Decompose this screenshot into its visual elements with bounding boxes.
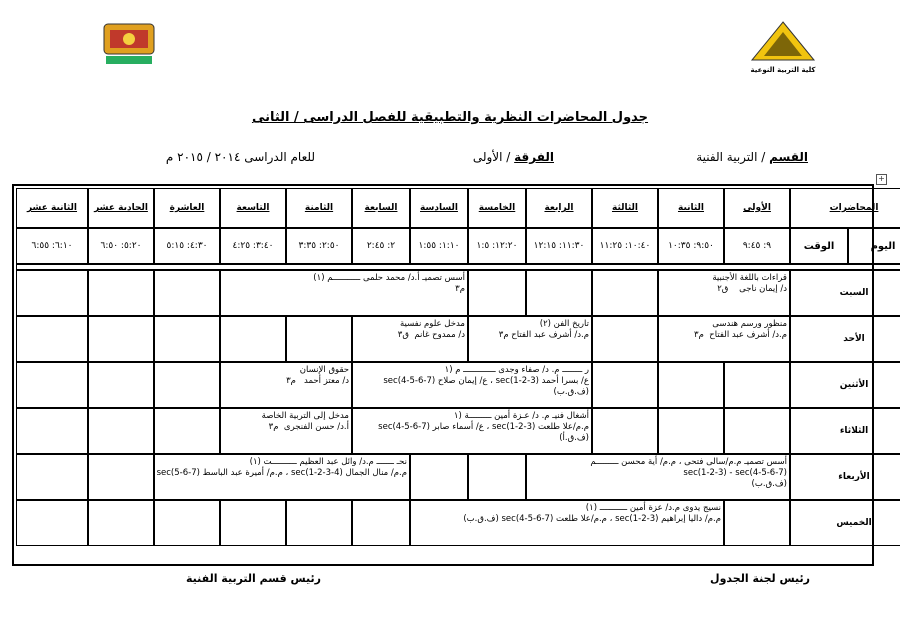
table-move-handle-icon[interactable]: + [876,174,887,185]
day-thursday: الخميس [790,500,900,546]
empty-cell [16,408,88,454]
empty-cell [88,500,154,546]
day-sunday: الأحد [790,316,900,362]
period-header: الثانية [658,188,724,228]
time-slot: ١٢:٢٠: ١:٥ [468,228,526,264]
empty-cell [468,270,526,316]
empty-cell [16,362,88,408]
time-slot: ١١:٣٠: ١٢:١٥ [526,228,592,264]
time-slot: ٩:٥٠: ١٠:٣٥ [658,228,724,264]
academic-year: للعام الدراسى ٢٠١٤ / ٢٠١٥ م [165,150,315,164]
department-info: القسم / التربية الفنية [696,150,808,164]
empty-cell [468,454,526,500]
empty-cell [154,316,220,362]
faculty-logo-right [748,20,818,76]
period-header: الرابعة [526,188,592,228]
empty-cell [154,500,220,546]
empty-cell [220,500,286,546]
time-slot: ١:١٠: ١:٥٥ [410,228,468,264]
lecture-cell: ر ــــــــ م. د/ صفاء وجدى ـــــــــــــ م (١ ع/ بسرا أحمد sec(1-2-3) ، ع/ إيمان صلاح sec(4-5-6-7) (ف.ق.ب) [352,362,592,408]
empty-cell [154,270,220,316]
empty-cell [592,316,658,362]
day-tuesday: الثلاثاء [790,408,900,454]
empty-cell [16,270,88,316]
empty-cell [16,454,88,500]
empty-cell [592,362,658,408]
time-slot: ٢:٥٠: ٣:٣٥ [286,228,352,264]
empty-cell [16,500,88,546]
lecture-cell: حقوق الإنسان د/ معتز أحمد م٣ [220,362,352,408]
faculty-logo-left [100,20,158,68]
lecture-cell: نحـ ـــــــ م.د/ وائل عبد العظيم ــــــــــت (١) م.م/ منال الجمال sec(1-2-3-4) ، م.م/ أميرة عبد الباسط sec(5-6-7) [154,454,410,500]
year-info: الفرقة / الأولى [472,150,554,164]
empty-cell [88,362,154,408]
lecture-cell: أسس تصميـ أ.د/ محمد حلمى ـــــــــــم (١) م٣ [220,270,468,316]
day-saturday: السبت [790,270,900,316]
time-slot: ٥:٢٠: ٦:٥٠ [88,228,154,264]
footer-department-head: رئيس قسم التربية الفنية [186,572,322,585]
empty-cell [220,316,286,362]
time-slot: ٣:٤٠: ٤:٢٥ [220,228,286,264]
lecture-cell: نسيج يدوى م.د/ عزة أمين ـــــــــــ (١) م.م/ داليا إبراهيم sec(1-2-3) ، م.م/علا طلعت sec(4-5-6-7) (ف.ق.ب) [410,500,724,546]
empty-cell [592,408,658,454]
empty-cell [154,408,220,454]
schedule-title: جدول المحاضرات النظرية والتطبيقية للفصل الدراسى / الثانى [251,110,649,125]
time-slot: ٩: ٩:٤٥ [724,228,790,264]
period-header: السابعة [352,188,410,228]
empty-cell [592,270,658,316]
lecture-cell: مدخل علوم نفسية د/ ممدوح غانم ق٣ [352,316,468,362]
empty-cell [286,316,352,362]
period-header: الخامسة [468,188,526,228]
empty-cell [658,408,724,454]
time-label-header: الوقت [790,228,848,264]
day-label-header: اليوم [848,228,900,264]
empty-cell [352,500,410,546]
lecture-cell: منظور ورسم هندسى م.د/ أشرف عبد الفتاح م٣ [658,316,790,362]
lecture-cell: أسس تصميـ م.م/سالى فتحى ، م.م/ أية محسن ـــــــــم sec(1-2-3) - sec(4-5-6-7) (ف.ق.ب) [526,454,790,500]
time-slot: ٦:١٠: ٦:٥٥ [16,228,88,264]
footer-committee-head: رئيس لجنة الجدول [710,572,810,585]
empty-cell [724,408,790,454]
period-header: الثامنة [286,188,352,228]
corner-header: المحاضرات [790,188,900,228]
time-slot: ٤:٣٠: ٥:١٥ [154,228,220,264]
empty-cell [410,454,468,500]
day-wednesday: الأربعاء [790,454,900,500]
time-slot: ٢: ٢:٤٥ [352,228,410,264]
lecture-cell: قراءات باللغة الأجنبية د/ إيمان ناجى ق٢ [658,270,790,316]
empty-cell [526,270,592,316]
empty-cell [88,270,154,316]
empty-cell [724,362,790,408]
empty-cell [16,316,88,362]
empty-cell [88,454,154,500]
period-header: الأولى [724,188,790,228]
schedule-table [12,184,896,566]
empty-cell [724,500,790,546]
lecture-cell: أشغال فنيـ م. د/ عـزة أمين ـــــــــة (١ م.م/علا طلعت sec(1-2-3) ، ع/ أسماء صابر sec(4-5-6-7) (ف.ق.أ) [352,408,592,454]
svg-text:كلية التربية النوعية: كلية التربية النوعية [750,66,816,74]
period-header: الحادية عشر [88,188,154,228]
empty-cell [286,500,352,546]
schedule-grid [16,188,900,546]
day-monday: الأثنين [790,362,900,408]
lecture-cell: مدخل إلى التربية الخاصة أ.د/ حسن الفنجرى م٣ [220,408,352,454]
period-header: الثالثة [592,188,658,228]
empty-cell [154,362,220,408]
period-header: التاسعة [220,188,286,228]
empty-cell [88,408,154,454]
period-header: العاشرة [154,188,220,228]
period-header: السادسة [410,188,468,228]
empty-cell [88,316,154,362]
lecture-cell: تاريخ الفن (٢) م.د/ أشرف عبد الفتاح م٣ [468,316,592,362]
period-header: الثانية عشر [16,188,88,228]
time-slot: ١٠:٤٠: ١١:٢٥ [592,228,658,264]
empty-cell [658,362,724,408]
